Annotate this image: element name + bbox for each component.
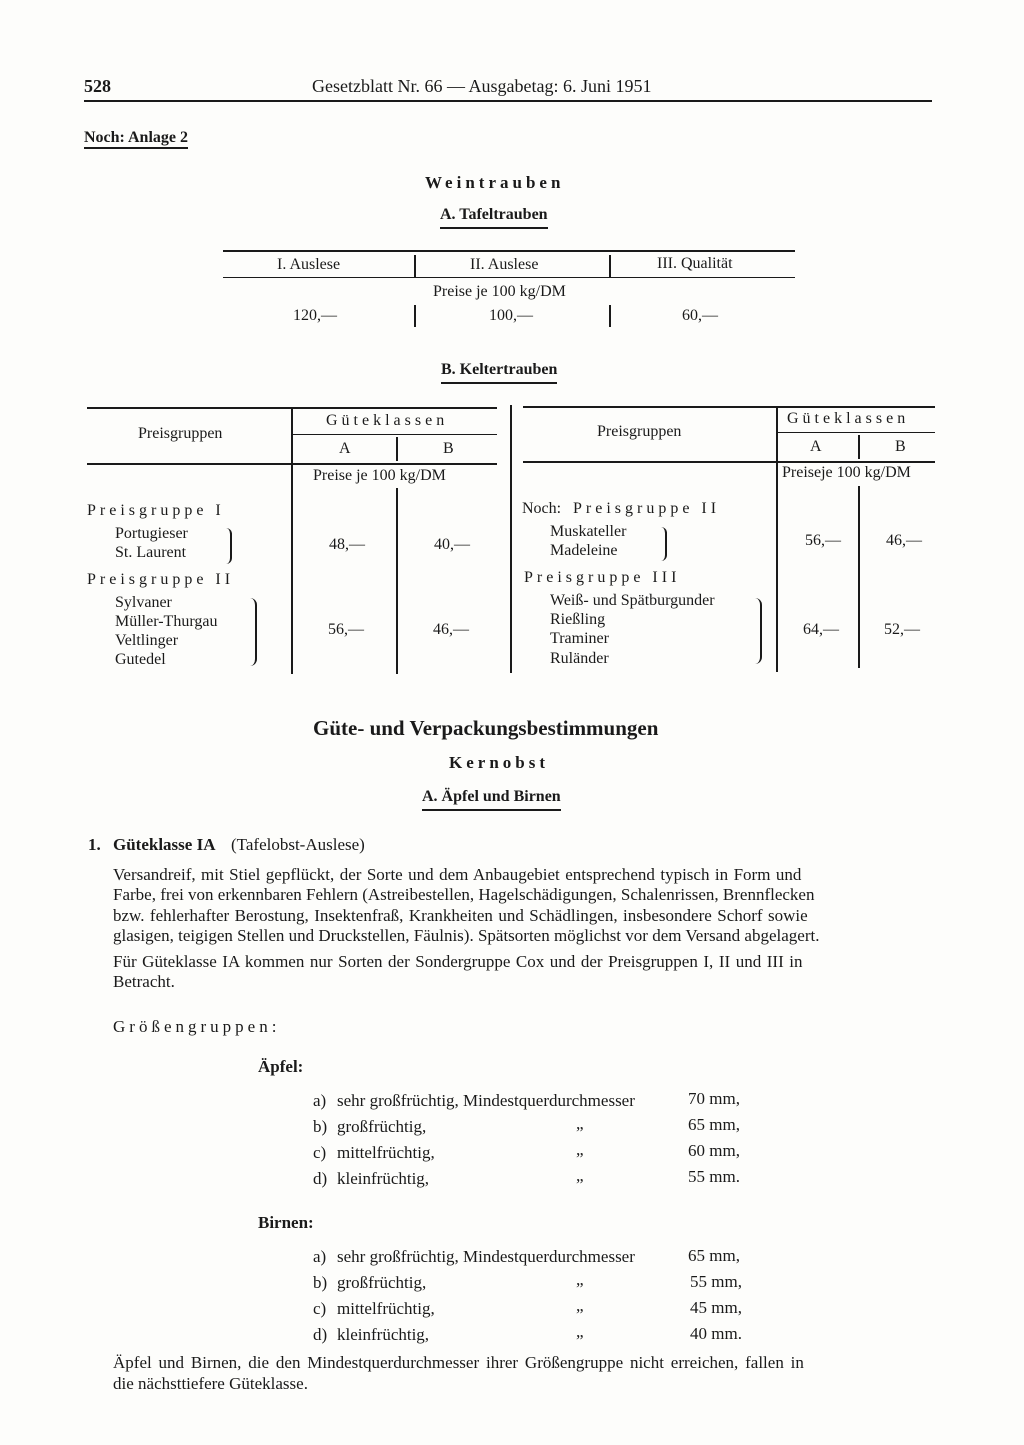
text-line: bzw. fehlerhafter Berostung, Insektenfraß, Krankheiten und Schädlingen, insbesondere Schorf sowie (113, 906, 808, 925)
price-cell: 56,— (805, 532, 841, 549)
price-group-label: Preisgruppe III (524, 569, 681, 586)
column-divider (396, 437, 398, 461)
column-divider (414, 305, 416, 327)
price-unit: Preiseje 100 kg/DM (782, 464, 911, 481)
variety: Rießling (550, 611, 606, 628)
annex-label: Noch: Anlage 2 (84, 128, 188, 149)
variety: Veltlinger (115, 632, 179, 649)
variety: Ruländer (550, 650, 609, 667)
column-header: I. Auslese (277, 256, 341, 273)
table-rule (777, 432, 935, 433)
list-letter: c) (313, 1143, 327, 1162)
price-cell: 46,— (433, 621, 469, 638)
list-value: 65 mm, (688, 1115, 740, 1134)
price-cell: 100,— (489, 307, 533, 324)
ditto-mark: „ (576, 1296, 584, 1315)
page-number: 528 (84, 76, 111, 96)
list-text: sehr großfrüchtig, Mindestquerdurchmesser (337, 1091, 635, 1110)
price-cell: 56,— (328, 621, 364, 638)
column-divider (396, 488, 398, 674)
bracket (226, 528, 232, 564)
column-header: Güteklassen (326, 412, 449, 429)
list-letter: a) (313, 1247, 327, 1266)
text-line: Betracht. (113, 972, 175, 991)
column-divider (858, 486, 860, 668)
column-header: Güteklassen (787, 410, 910, 427)
variety: Weiß- und Spätburgunder (550, 592, 715, 609)
price-group-label: Preisgruppe II (573, 500, 721, 517)
column-header: Preisgruppen (597, 423, 682, 440)
table-rule (292, 434, 497, 435)
list-text: mittelfrüchtig, (337, 1299, 435, 1318)
text-line: glasigen, teigigen Stellen und Druckstellen, Fäulnis). Spätsorten möglichst vor dem Versand abgelagert. (113, 926, 820, 945)
table-rule-mid (223, 277, 795, 278)
table-rule-mid (523, 461, 935, 463)
variety: Portugieser (115, 525, 188, 542)
column-divider (609, 255, 611, 277)
bracket (250, 598, 257, 666)
column-divider (510, 405, 512, 673)
item-number: 1. (88, 835, 101, 854)
text-line: Äpfel und Birnen, die den Mindestquerdurchmesser ihrer Größengruppe nicht erreichen, fallen in (113, 1353, 804, 1372)
size-groups-label: Größengruppen: (113, 1017, 281, 1036)
list-value: 45 mm, (690, 1298, 742, 1317)
tafeltrauben-title: A. Tafeltrauben (440, 205, 548, 229)
column-header: A (339, 440, 351, 457)
section-subtitle: Kernobst (449, 753, 549, 772)
list-text: kleinfrüchtig, (337, 1169, 430, 1188)
price-cell: 120,— (293, 307, 337, 324)
section-title: Güte- und Verpackungsbestimmungen (313, 716, 659, 740)
variety: Madeleine (550, 542, 618, 559)
text-line: die nächsttiefere Güteklasse. (113, 1374, 308, 1393)
variety: St. Laurent (115, 544, 187, 561)
list-text: mittelfrüchtig, (337, 1143, 435, 1162)
page-title: Gesetzblatt Nr. 66 — Ausgabetag: 6. Juni 1951 (312, 76, 652, 96)
list-value: 55 mm, (690, 1272, 742, 1291)
column-header: A (810, 438, 822, 455)
column-header: III. Qualität (657, 255, 733, 272)
text-line: Versandreif, mit Stiel gepflückt, der Sorte und dem Anbaugebiet entsprechend typisch in Form und (113, 865, 802, 884)
price-group-label: Preisgruppe I (87, 502, 225, 519)
list-text: sehr großfrüchtig, Mindestquerdurchmesser (337, 1247, 635, 1266)
ditto-mark: „ (576, 1114, 584, 1133)
text-line: Für Güteklasse IA kommen nur Sorten der Sondergruppe Cox und der Preisgruppen I, II und III in (113, 952, 803, 971)
list-letter: b) (313, 1117, 328, 1136)
list-letter: a) (313, 1091, 327, 1110)
column-divider (776, 406, 778, 672)
list-letter: d) (313, 1325, 328, 1344)
weintrauben-title: Weintrauben (425, 173, 565, 192)
column-header: B (895, 438, 906, 455)
list-text: großfrüchtig, (337, 1117, 427, 1136)
keltertrauben-title: B. Keltertrauben (441, 360, 557, 384)
price-cell: 48,— (329, 536, 365, 553)
table-rule-top (223, 250, 795, 252)
fruit-label: Birnen: (258, 1213, 314, 1232)
price-cell: 64,— (803, 621, 839, 638)
variety: Muskateller (550, 523, 627, 540)
item-heading: Güteklasse IA (113, 835, 216, 854)
list-letter: d) (313, 1169, 328, 1188)
table-rule-top (523, 406, 935, 408)
header-rule (84, 100, 932, 102)
column-header: Preisgruppen (138, 425, 223, 442)
price-unit: Preise je 100 kg/DM (313, 467, 446, 484)
list-value: 40 mm. (690, 1324, 742, 1343)
list-value: 55 mm. (688, 1167, 740, 1186)
item-heading-suffix: (Tafelobst-Auslese) (231, 835, 365, 854)
bracket (755, 598, 762, 664)
list-value: 70 mm, (688, 1089, 740, 1108)
text-line: Farbe, frei von erkennbaren Fehlern (Astreibestellen, Hagelschädigungen, Schalenrissen, Brennflecken (113, 885, 815, 904)
fruit-label: Äpfel: (258, 1057, 304, 1076)
variety: Müller-Thurgau (115, 613, 218, 630)
list-text: großfrüchtig, (337, 1273, 427, 1292)
price-cell: 46,— (886, 532, 922, 549)
subsection-title: A. Äpfel und Birnen (422, 787, 561, 811)
list-value: 60 mm, (688, 1141, 740, 1160)
bracket (661, 527, 667, 561)
ditto-mark: „ (576, 1140, 584, 1159)
ditto-mark: „ (576, 1270, 584, 1289)
column-divider (414, 255, 416, 277)
ditto-mark: „ (576, 1322, 584, 1341)
column-header: B (443, 440, 454, 457)
continued-label: Noch: (522, 500, 562, 517)
list-letter: b) (313, 1273, 328, 1292)
variety: Sylvaner (115, 594, 172, 611)
price-cell: 40,— (434, 536, 470, 553)
list-value: 65 mm, (688, 1246, 740, 1265)
price-group-label: Preisgruppe II (87, 571, 235, 588)
price-cell: 60,— (682, 307, 718, 324)
column-divider (858, 435, 860, 459)
ditto-mark: „ (576, 1166, 584, 1185)
price-unit: Preise je 100 kg/DM (433, 283, 566, 300)
column-divider (291, 408, 293, 674)
variety: Gutedel (115, 651, 166, 668)
list-text: kleinfrüchtig, (337, 1325, 430, 1344)
price-cell: 52,— (884, 621, 920, 638)
variety: Traminer (550, 630, 609, 647)
column-header: II. Auslese (470, 256, 539, 273)
list-letter: c) (313, 1299, 327, 1318)
column-divider (609, 305, 611, 327)
